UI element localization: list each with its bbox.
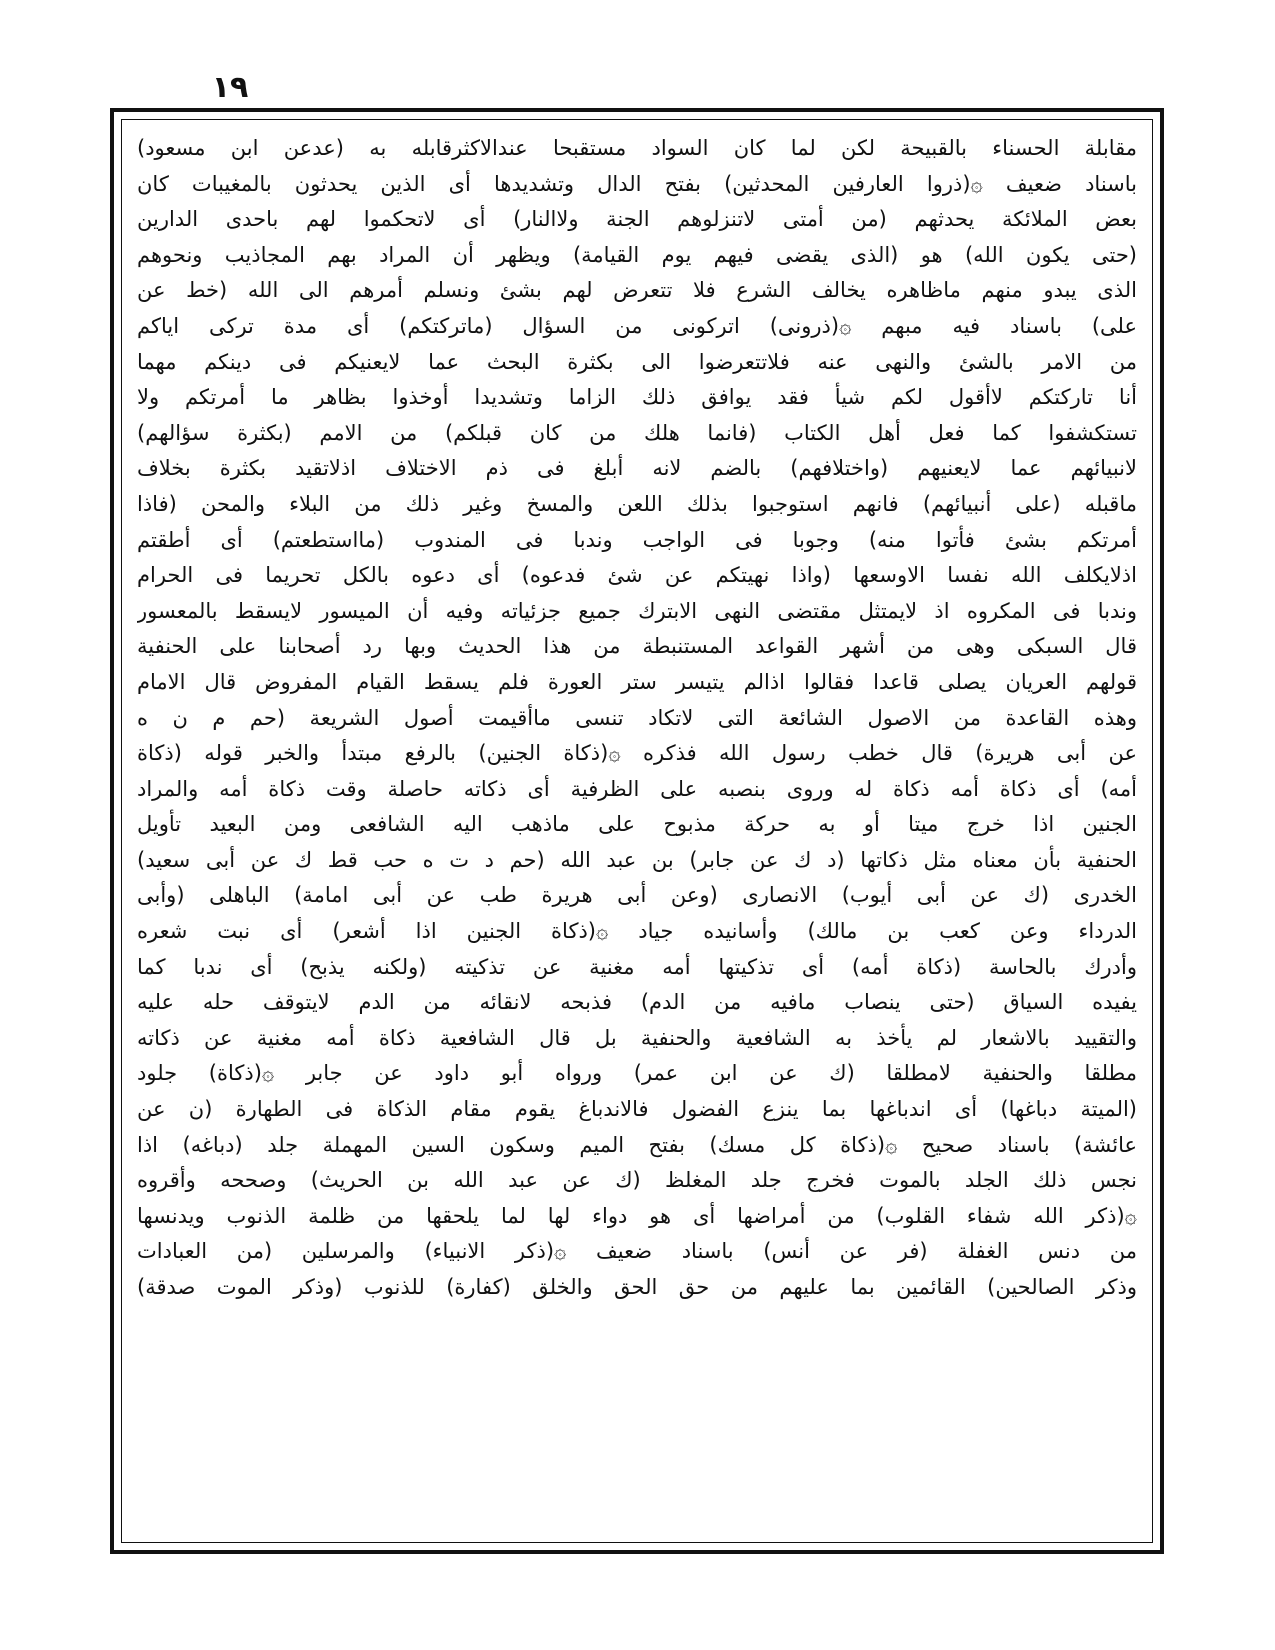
text-line: عائشة) باسناد صحيح ۞(ذكاة كل مسك) بفتح الميم وسكون السين المهملة جلد (دباغه) اذا bbox=[137, 1132, 1137, 1157]
text-line: الحنفية بأن معناه مثل ذكاتها (د ك عن جابر) بن عبد الله (حم د ت ه حب قط ك عن أبى سعيد) bbox=[137, 847, 1137, 872]
text-line: مقابلة الحسناء بالقبيحة لكن لما كان السواد مستقبحا عندالاكثرقابله به (عدعن ابن مسعود) bbox=[137, 136, 1137, 160]
text-line: على) باسناد فيه مبهم ۞(ذرونى) اتركونى من السؤال (ماتركتكم) أى مدة تركى اياكم bbox=[137, 313, 1137, 338]
text-line: نجس ذلك الجلد بالموت فخرج جلد المغلظ (ك عن عبد الله بن الحريث) وصححه وأقروه bbox=[137, 1168, 1137, 1193]
text-line: بعض الملائكة يحدثهم (من أمتى لاتنزلوهم الجنة ولاالنار) أى لاتحكموا لهم باحدى الدارين bbox=[137, 207, 1137, 232]
text-line: قال السبكى وهى من أشهر القواعد المستنبطة من هذا الحديث وبها رد أصحابنا على الحنفية bbox=[137, 634, 1137, 659]
text-line: من الامر بالشئ والنهى عنه فلاتتعرضوا الى بكثرة البحث عما لايعنيكم فى دينكم مهما bbox=[137, 349, 1137, 374]
text-line: أنا تاركتكم لاأقول لكم شيأ فقد يوافق ذلك الزاما وتشديدا أوخذوا بظاهر ما أمرتكم ولا bbox=[137, 385, 1137, 410]
text-block bbox=[137, 131, 1137, 1531]
text-line: تستكشفوا كما فعل أهل الكتاب (فانما هلك من كان قبلكم) من الامم (بكثرة سؤالهم) bbox=[137, 420, 1137, 445]
text-line: الدرداء وعن كعب بن مالك) وأسانيده جياد ۞(ذكاة الجنين اذا أشعر) أى نبت شعره bbox=[137, 919, 1137, 944]
text-line: أمه) أى ذكاة أمه ذكاة له وروى بنصبه على الظرفية أى ذكاته حاصلة وقت ذكاة أمه والمراد bbox=[137, 776, 1137, 801]
text-line: مطلقا والحنفية لامطلقا (ك عن ابن عمر) ورواه أبو داود عن جابر ۞(ذكاة) جلود bbox=[137, 1061, 1137, 1086]
text-line: عن أبى هريرة) قال خطب رسول الله فذكره ۞(ذكاة الجنين) بالرفع مبتدأ والخبر قوله (ذكاة bbox=[137, 741, 1137, 766]
text-line: وأدرك بالحاسة (ذكاة أمه) أى تذكيتها أمه مغنية عن تذكيته (ولكنه يذبح) أى ندبا كما bbox=[137, 954, 1137, 979]
text-line: وندبا فى المكروه اذ لايمتثل مقتضى النهى الابترك جميع جزئياته وفيه أن الميسور لايسقط بالمعسور bbox=[137, 598, 1137, 623]
text-line: الجنين اذا خرج ميتا أو به حركة مذبوح على ماذهب اليه الشافعى ومن البعيد تأويل bbox=[137, 812, 1137, 837]
text-line: ماقبله (على أنبيائهم) فانهم استوجبوا بذلك اللعن والمسخ وغير ذلك من البلاء والمحن (فاذا bbox=[137, 491, 1137, 516]
text-line: وهذه القاعدة من الاصول الشائعة التى لاتكاد تنسى ماأقيمت أصول الشريعة (حم م ن ه bbox=[137, 705, 1137, 730]
text-line: باسناد ضعيف ۞(ذروا العارفين المحدثين) بفتح الدال وتشديدها أى الذين يحدثون بالمغيبات كان bbox=[137, 171, 1137, 196]
text-line: من دنس الغفلة (فر عن أنس) باسناد ضعيف ۞(ذكر الانبياء) والمرسلين (من العبادات bbox=[137, 1239, 1137, 1264]
text-line: (الميتة دباغها) أى اندباغها بما ينزع الفضول فالاندباغ يقوم مقام الذكاة فى الطهارة (ن عن bbox=[137, 1097, 1137, 1122]
text-line: وذكر الصالحين) القائمين بما عليهم من حق الحق والخلق (كفارة) للذنوب (وذكر الموت صدقة) bbox=[137, 1275, 1137, 1299]
page-number: ١٩ bbox=[211, 70, 249, 105]
text-line: يفيده السياق (حتى ينصاب مافيه من الدم) فذبحه لانقائه من الدم لايتوقف حله عليه bbox=[137, 990, 1137, 1015]
text-line: اذلايكلف الله نفسا الاوسعها (واذا نهيتكم عن شئ فدعوه) أى دعوه بالكل تحريما فى الحرام bbox=[137, 563, 1137, 588]
text-line: (حتى يكون الله) هو (الذى يقضى فيهم يوم القيامة) ويظهر أن المراد بهم المجاذيب ونحوهم bbox=[137, 242, 1137, 267]
text-line: لانبيائهم عما لايعنيهم (واختلافهم) بالضم لانه أبلغ فى ذم الاختلاف اذلاتقيد بكثرة بخلاف bbox=[137, 456, 1137, 481]
text-line: والتقييد بالاشعار لم يأخذ به الشافعية والحنفية بل قال الشافعية ذكاة أمه مغنية عن ذكاته bbox=[137, 1025, 1137, 1050]
text-line: الذى يبدو منهم ماظاهره يخالف الشرع فلا تتعرض لهم بشئ ونسلم أمرهم الى الله (خط عن bbox=[137, 278, 1137, 303]
text-line: قولهم العريان يصلى قاعدا فقالوا اذالم يتيسر ستر العورة فلم يسقط القيام المفروض قال الامام bbox=[137, 669, 1137, 694]
text-line: أمرتكم بشئ فأتوا منه) وجوبا فى الواجب وندبا فى المندوب (مااستطعتم) أى أطقتم bbox=[137, 527, 1137, 552]
text-line: الخدرى (ك عن أبى أيوب) الانصارى (وعن أبى هريرة طب عن أبى امامة) الباهلى (وأبى bbox=[137, 883, 1137, 908]
text-line: ۞(ذكر الله شفاء القلوب) من أمراضها أى هو دواء لها لما يلحقها من ظلمة الذنوب ويدنسها bbox=[137, 1203, 1137, 1228]
